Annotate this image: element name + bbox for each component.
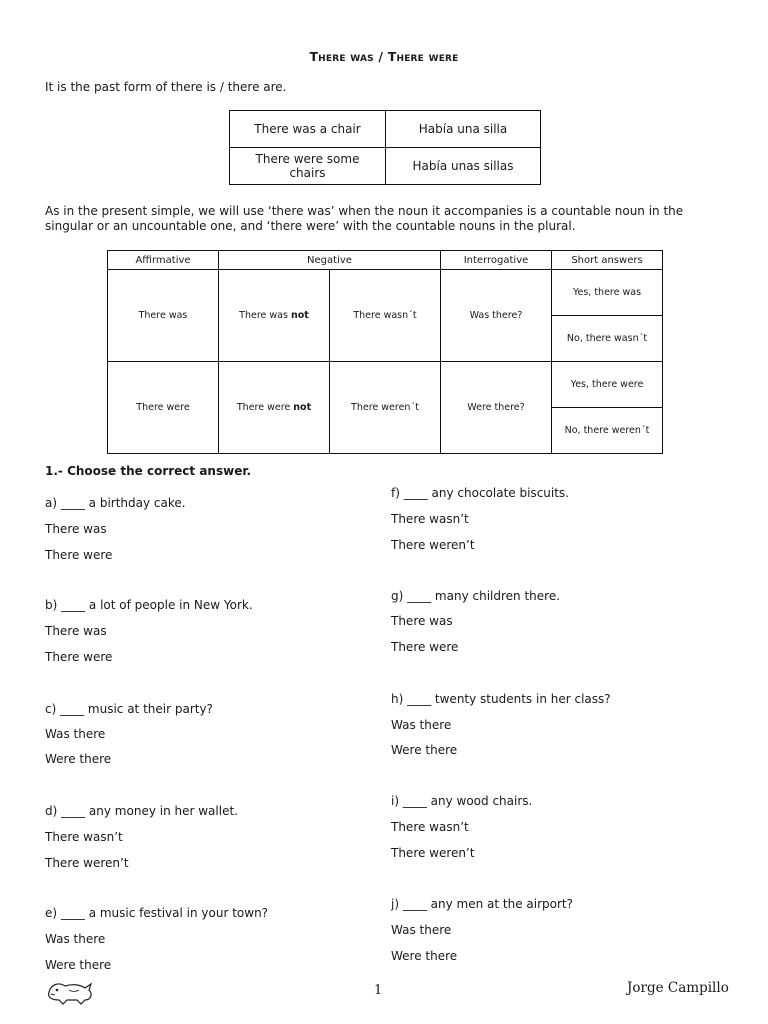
question-g: g) ____ many children there. <box>391 589 561 603</box>
header-negative: Negative <box>219 251 441 270</box>
option[interactable]: There wasn’t <box>391 512 469 526</box>
cell-affirmative: There were <box>108 362 219 454</box>
table-cell: There were some chairs <box>230 148 386 185</box>
option[interactable]: There was <box>45 624 107 638</box>
header-interrogative: Interrogative <box>441 251 552 270</box>
cell-negative-short: There wasn´t <box>330 270 441 362</box>
grammar-table <box>107 250 663 454</box>
author-name: Jorge Campillo <box>627 980 729 996</box>
header-short-answers: Short answers <box>552 251 663 270</box>
cell-negative-full <box>219 270 330 362</box>
exercise-title: 1.- Choose the correct answer. <box>45 464 252 478</box>
question-i: i) ____ any wood chairs. <box>391 794 533 808</box>
question-h: h) ____ twenty students in her class? <box>391 692 611 706</box>
option[interactable]: There were <box>45 548 113 562</box>
table-header-row <box>108 251 663 270</box>
question-j: j) ____ any men at the airport? <box>391 897 573 911</box>
option[interactable]: There weren’t <box>391 846 475 860</box>
option[interactable]: Were there <box>391 949 458 963</box>
page-title: There was / There were <box>309 49 459 64</box>
cell-negative-short: There weren´t <box>330 362 441 454</box>
question-d: d) ____ any money in her wallet. <box>45 804 238 818</box>
negative-prefix: There was <box>239 310 291 321</box>
intro-text: It is the past form of there is / there are. <box>45 80 287 94</box>
question-e: e) ____ a music festival in your town? <box>45 906 269 920</box>
option[interactable]: There wasn’t <box>391 820 469 834</box>
table-row <box>108 270 663 316</box>
question-a: a) ____ a birthday cake. <box>45 496 186 510</box>
cell-affirmative: There was <box>108 270 219 362</box>
page-number: 1 <box>374 983 383 998</box>
negative-bold: not <box>290 310 309 321</box>
cell-short-yes: Yes, there were <box>552 362 663 408</box>
table-cell: Había una silla <box>386 111 541 148</box>
option[interactable]: There was <box>391 614 453 628</box>
option[interactable]: Was there <box>45 727 106 741</box>
question-c: c) ____ music at their party? <box>45 702 213 716</box>
header-affirmative: Affirmative <box>108 251 219 270</box>
table-row <box>108 362 663 408</box>
option[interactable]: There was <box>45 522 107 536</box>
option[interactable]: Was there <box>45 932 106 946</box>
option[interactable]: Were there <box>391 743 458 757</box>
option[interactable]: There were <box>391 640 459 654</box>
table-row <box>230 148 541 185</box>
question-b: b) ____ a lot of people in New York. <box>45 598 253 612</box>
dog-sketch-icon <box>45 978 97 1006</box>
translation-table <box>229 110 541 185</box>
option[interactable]: There weren’t <box>45 856 129 870</box>
option[interactable]: There weren’t <box>391 538 475 552</box>
cell-interrogative: Was there? <box>441 270 552 362</box>
option[interactable]: Were there <box>45 752 112 766</box>
cell-short-no: No, there weren´t <box>552 408 663 454</box>
negative-prefix: There were <box>236 402 294 413</box>
option[interactable]: Was there <box>391 718 452 732</box>
negative-bold: not <box>293 402 312 413</box>
cell-negative-full <box>219 362 330 454</box>
option[interactable]: Was there <box>391 923 452 937</box>
cell-interrogative: Were there? <box>441 362 552 454</box>
table-cell: There was a chair <box>230 111 386 148</box>
option[interactable]: There wasn’t <box>45 830 123 844</box>
table-cell: Había unas sillas <box>386 148 541 185</box>
question-f: f) ____ any chocolate biscuits. <box>391 486 569 500</box>
cell-short-no: No, there wasn´t <box>552 316 663 362</box>
option[interactable]: Were there <box>45 958 112 972</box>
cell-short-yes: Yes, there was <box>552 270 663 316</box>
usage-paragraph: As in the present simple, we will use ‘there was’ when the noun it accompanies is a countable noun in the singular or an uncountable one, and ‘there were’ with the countable nouns in the plural. <box>45 204 684 233</box>
option[interactable]: There were <box>45 650 113 664</box>
table-row <box>230 111 541 148</box>
